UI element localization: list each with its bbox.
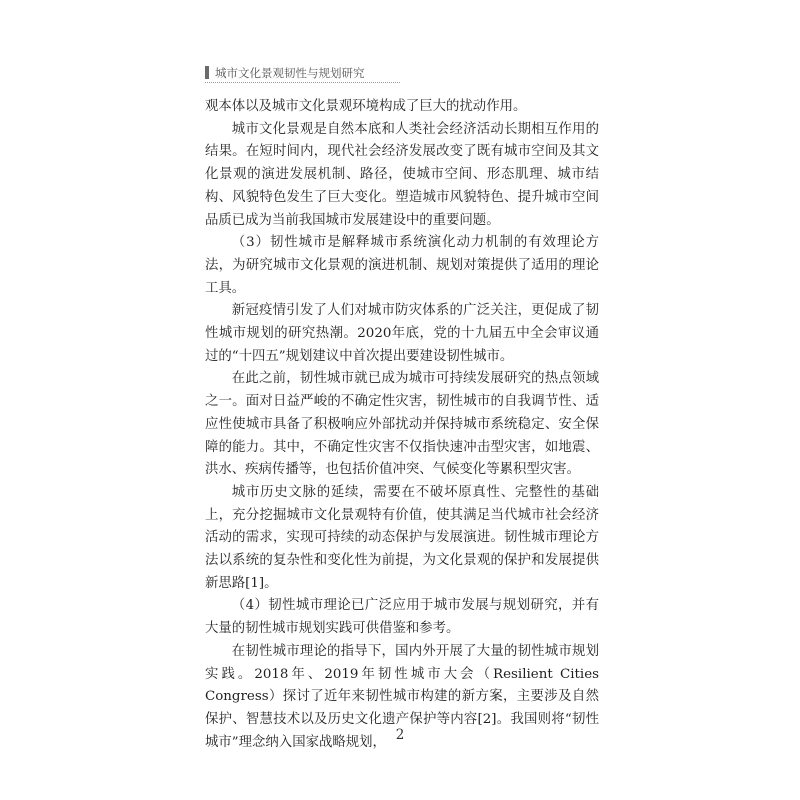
running-head-title: 城市文化景观韧性与规划研究 (215, 66, 365, 80)
paragraph-continuation: 观本体以及城市文化景观环境构成了巨大的扰动作用。 (205, 99, 527, 114)
paragraph: 城市历史文脉的延续，需要在不破坏原真性、完整性的基础上，充分挖掘城市文化景观特有价值，使其满足当代城市社会经济活动的需求，实现可持续的动态保护与发展演进。韧性城市理论方法以系统的复杂性和变化性为前提，为文化景观的保护和发展提供新思路[1]。 (205, 484, 599, 591)
page-number: 2 (395, 727, 405, 743)
paragraph: 城市文化景观是自然本底和人类社会经济活动长期相互作用的结果。在短时间内，现代社会经济发展改变了既有城市空间及其文化景观的演进发展机制、路径，使城市空间、形态肌理、城市结构、风貌特色发生了巨大变化。塑造城市风貌特色、提升城市空间品质已成为当前我国城市发展建设中的重要问题。 (205, 121, 599, 228)
paragraph: 在韧性城市理论的指导下，国内外开展了大量的韧性城市规划实践。2018年、2019年韧性城市大会（Resilient Cities Congress）探讨了近年来韧性城市构建的新方案，主要涉及自然保护、智慧技术以及历史文化遗产保护等内容[2]。我国则将“韧性城市”理念纳入国家战略规划， (205, 643, 599, 750)
paragraph-point-4: （4）韧性城市理论已广泛应用于城市发展与规划研究，并有大量的韧性城市规划实践可供借鉴和参考。 (205, 598, 599, 637)
running-head (205, 64, 400, 83)
running-head-bar (205, 66, 209, 79)
paragraph: 在此之前，韧性城市就已成为城市可持续发展研究的热点领域之一。面对日益严峻的不确定性灾害，韧性城市的自我调节性、适应性使城市具备了积极响应外部扰动并保持城市系统稳定、安全保障的能力。其中，不确定性灾害不仅指快速冲击型灾害，如地震、洪水、疾病传播等，也包括价值冲突、气候变化等累积型灾害。 (205, 371, 599, 478)
paragraph: 新冠疫情引发了人们对城市防灾体系的广泛关注，更促成了韧性城市规划的研究热潮。2020年底，党的十九届五中全会审议通过的“十四五”规划建议中首次提出要建设韧性城市。 (205, 303, 599, 364)
body-text (205, 96, 599, 754)
paragraph-point-3: （3）韧性城市是解释城市系统演化动力机制的有效理论方法，为研究城市文化景观的演进机制、规划对策提供了适用的理论工具。 (205, 235, 599, 296)
